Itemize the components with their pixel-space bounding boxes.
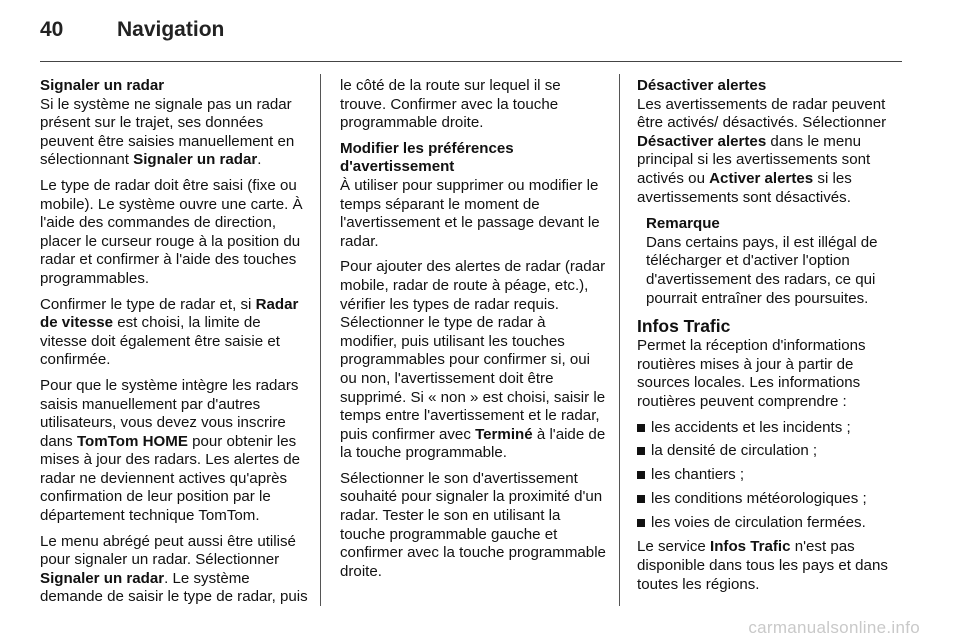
ui-term: Radar de vitesse — [40, 295, 299, 332]
heading-desactiver-alertes: Désactiver alertes — [637, 77, 767, 94]
note-text: Dans certains pays, il est illégal de télécharger et d'activer l'option d'avertissement des radars, ce qui pourrait entraîner des poursuites. — [646, 233, 878, 307]
ui-term: Signaler un radar — [40, 569, 165, 587]
paragraph: Le service Infos Trafic n'est pas disponible dans tous les pays et dans toutes les régions. — [637, 538, 888, 593]
paragraph: Pour que le système intègre les radars saisis manuellement par d'autres utilisateurs, vous devez vous inscrire dans TomTom HOME pour obtenir les mises à jour des radars. Les alertes de radar ne deviennent actives qu'après confirmation de leur position par le département technique TomTom. — [40, 376, 301, 525]
list-item: la densité de circulation ; — [637, 442, 905, 461]
column-divider-2 — [619, 74, 620, 606]
square-bullet-icon — [637, 471, 645, 479]
paragraph: Confirmer le type de radar et, si Radar de vitesse est choisi, la limite de vitesse doit également être saisie et confirmée. — [40, 295, 299, 369]
list-item: les voies de circulation fermées. — [637, 514, 905, 533]
square-bullet-icon — [637, 495, 645, 503]
column-divider-1 — [320, 74, 321, 606]
paragraph: Pour ajouter des alertes de radar (radar mobile, radar de route à péage, etc.), vérifier les types de radar requis. Sélectionner le type de radar à modifier, puis utilisant les touches programmables pour confirmer si, oui ou non, l'avertissement doit être supprimé. Si « non » est choisi, saisir le temps entre l'avertissement et le radar, puis confirmer avec Terminé à l'aide de la touche programmable. — [340, 258, 606, 462]
page-header — [0, 0, 960, 62]
heading-modifier-preferences: Modifier les préférences d'avertissement — [340, 139, 514, 176]
square-bullet-icon — [637, 424, 645, 432]
ui-term: Activer alertes — [709, 169, 814, 187]
watermark: carmanualsonline.info — [748, 618, 920, 637]
paragraph: le côté de la route sur lequel il se trouve. Confirmer avec la touche programmable droite. — [340, 77, 561, 132]
column-2 — [340, 77, 606, 581]
paragraph: Le menu abrégé peut aussi être utilisé pour signaler un radar. Sélectionner Signaler un radar. Le système demande de saisir le type de radar, puis — [40, 532, 308, 606]
column-1 — [40, 77, 308, 607]
ui-term: Terminé — [475, 425, 533, 443]
paragraph: Les avertissements de radar peuvent être activés/ désactivés. Sélectionner Désactiver alertes dans le menu principal si les avertissements sont activés ou Activer alertes si les avertissements sont désactivés. — [637, 95, 887, 206]
square-bullet-icon — [637, 447, 645, 455]
paragraph: Permet la réception d'informations routières mises à jour à partir de sources locales. Les informations routières peuvent comprendre : — [637, 337, 866, 410]
paragraph: Sélectionner le son d'avertissement souhaité pour signaler la proximité d'un radar. Tester le son en utilisant la touche programmable gauche et confirmer avec la touche programmable droite. — [340, 469, 606, 580]
page-title: Navigation — [117, 18, 225, 41]
paragraph: Le type de radar doit être saisi (fixe ou mobile). Le système ouvre une carte. À l'aide des commandes de direction, placer le curseur rouge à la position du radar et confirmer à l'aide des touches programmables. — [40, 176, 303, 287]
list-item: les chantiers ; — [637, 466, 905, 485]
section-title-infos-trafic: Infos Trafic — [637, 316, 731, 337]
traffic-info-list — [637, 419, 905, 534]
page-number: 40 — [40, 18, 64, 41]
list-item: les conditions météorologiques ; — [637, 490, 905, 509]
note-title: Remarque — [646, 215, 720, 233]
header-divider — [40, 61, 902, 62]
square-bullet-icon — [637, 519, 645, 527]
ui-term: Signaler un radar — [133, 151, 258, 169]
paragraph: Si le système ne signale pas un radar présent sur le trajet, ses données peuvent être saisies manuellement en sélectionnant Signaler un radar. — [40, 95, 295, 169]
ui-term: TomTom HOME — [76, 432, 188, 450]
column-3 — [637, 77, 905, 594]
ui-term: Désactiver alertes — [637, 132, 767, 150]
paragraph: À utiliser pour supprimer ou modifier le temps séparant le moment de l'avertissement et le passage devant le radar. — [340, 176, 600, 250]
list-item: les accidents et les incidents ; — [637, 419, 905, 438]
ui-term: Infos Trafic — [710, 538, 791, 556]
note-box — [637, 215, 905, 308]
heading-signaler-radar: Signaler un radar — [40, 77, 165, 94]
